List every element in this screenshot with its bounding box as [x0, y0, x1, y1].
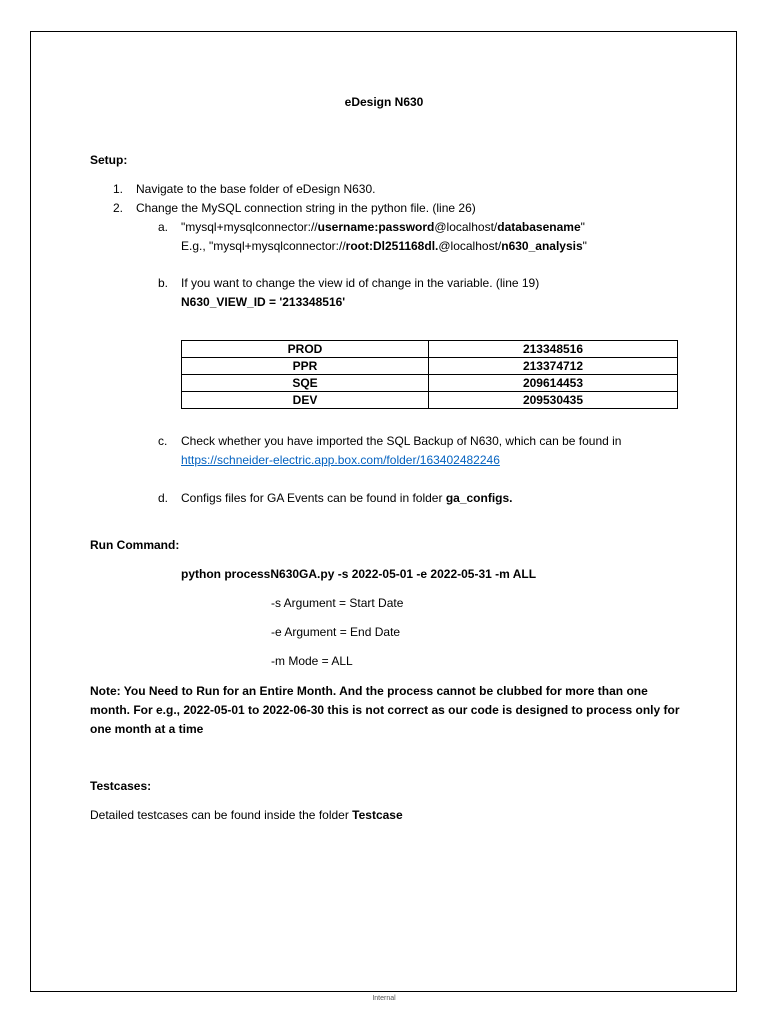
example-credentials: root:Dl251168dl. [345, 239, 439, 253]
example-prefix: E.g., "mysql+mysqlconnector:// [181, 239, 346, 253]
conn-username: username [317, 220, 375, 234]
step-1-text: Navigate to the base folder of eDesign N630. [136, 182, 376, 196]
arg-start-date: -s Argument = Start Date [271, 596, 404, 610]
env-view-id-table [181, 340, 678, 409]
note-paragraph: Note: You Need to Run for an Entire Month. And the process cannot be clubbed for more than one month. For e.g., 2022-05-01 to 2022-06-30 this is not correct as our code is designed to process only for one month at a time [90, 684, 680, 736]
substep-d-letter: d. [158, 491, 169, 505]
document-title: eDesign N630 [344, 95, 424, 109]
env-name-cell: PPR [182, 358, 429, 375]
example-suffix: " [582, 239, 587, 253]
env-name-cell: DEV [182, 392, 429, 409]
view-id-cell: 213348516 [429, 341, 678, 358]
arg-mode: -m Mode = ALL [271, 654, 353, 668]
conn-password: password [378, 220, 435, 234]
testcase-folder: Testcase [352, 808, 403, 822]
substep-c-text: Check whether you have imported the SQL Backup of N630, which can be found in [181, 434, 622, 448]
conn-suffix: " [580, 220, 585, 234]
table-row [182, 358, 678, 375]
substep-b-letter: b. [158, 276, 169, 290]
step-1-number: 1. [113, 182, 124, 196]
view-id-cell: 209530435 [429, 392, 678, 409]
testcases-line [90, 807, 403, 823]
table-row [182, 392, 678, 409]
footer-classification: Internal [372, 995, 396, 1002]
step-2-number: 2. [113, 201, 124, 215]
step-2-text: Change the MySQL connection string in the python file. (line 26) [136, 201, 476, 215]
sql-backup-link[interactable]: https://schneider-electric.app.box.com/folder/163402482246 [181, 453, 500, 467]
example-database: n630_analysis [501, 239, 583, 253]
conn-prefix: "mysql+mysqlconnector:// [181, 220, 318, 234]
arg-end-date: -e Argument = End Date [271, 625, 401, 639]
conn-database: databasename [497, 220, 581, 234]
conn-separator: : [374, 220, 379, 234]
run-command: python processN630GA.py -s 2022-05-01 -e 2022-05-31 -m ALL [181, 567, 537, 581]
substep-a-letter: a. [158, 220, 169, 234]
view-id-code: N630_VIEW_ID = '213348516' [181, 295, 346, 309]
ga-configs-folder: ga_configs. [445, 491, 513, 505]
env-name-cell: SQE [182, 375, 429, 392]
testcases-text: Detailed testcases can be found inside the folder [90, 808, 353, 822]
example-host: @localhost/ [438, 239, 502, 253]
connection-string-example [181, 238, 587, 254]
view-id-cell: 213374712 [429, 358, 678, 375]
env-name-cell: PROD [182, 341, 429, 358]
substep-b-text: If you want to change the view id of change in the variable. (line 19) [181, 276, 540, 290]
testcases-heading: Testcases: [90, 779, 152, 793]
connection-string-template [181, 219, 585, 235]
page-border [30, 31, 737, 992]
substep-d-line [181, 490, 513, 506]
table-row [182, 375, 678, 392]
view-id-cell: 209614453 [429, 375, 678, 392]
substep-c-letter: c. [158, 434, 168, 448]
conn-host: @localhost/ [434, 220, 498, 234]
table-row [182, 341, 678, 358]
run-command-heading: Run Command: [90, 538, 180, 552]
setup-heading: Setup: [90, 153, 128, 167]
substep-d-text: Configs files for GA Events can be found in folder [181, 491, 446, 505]
